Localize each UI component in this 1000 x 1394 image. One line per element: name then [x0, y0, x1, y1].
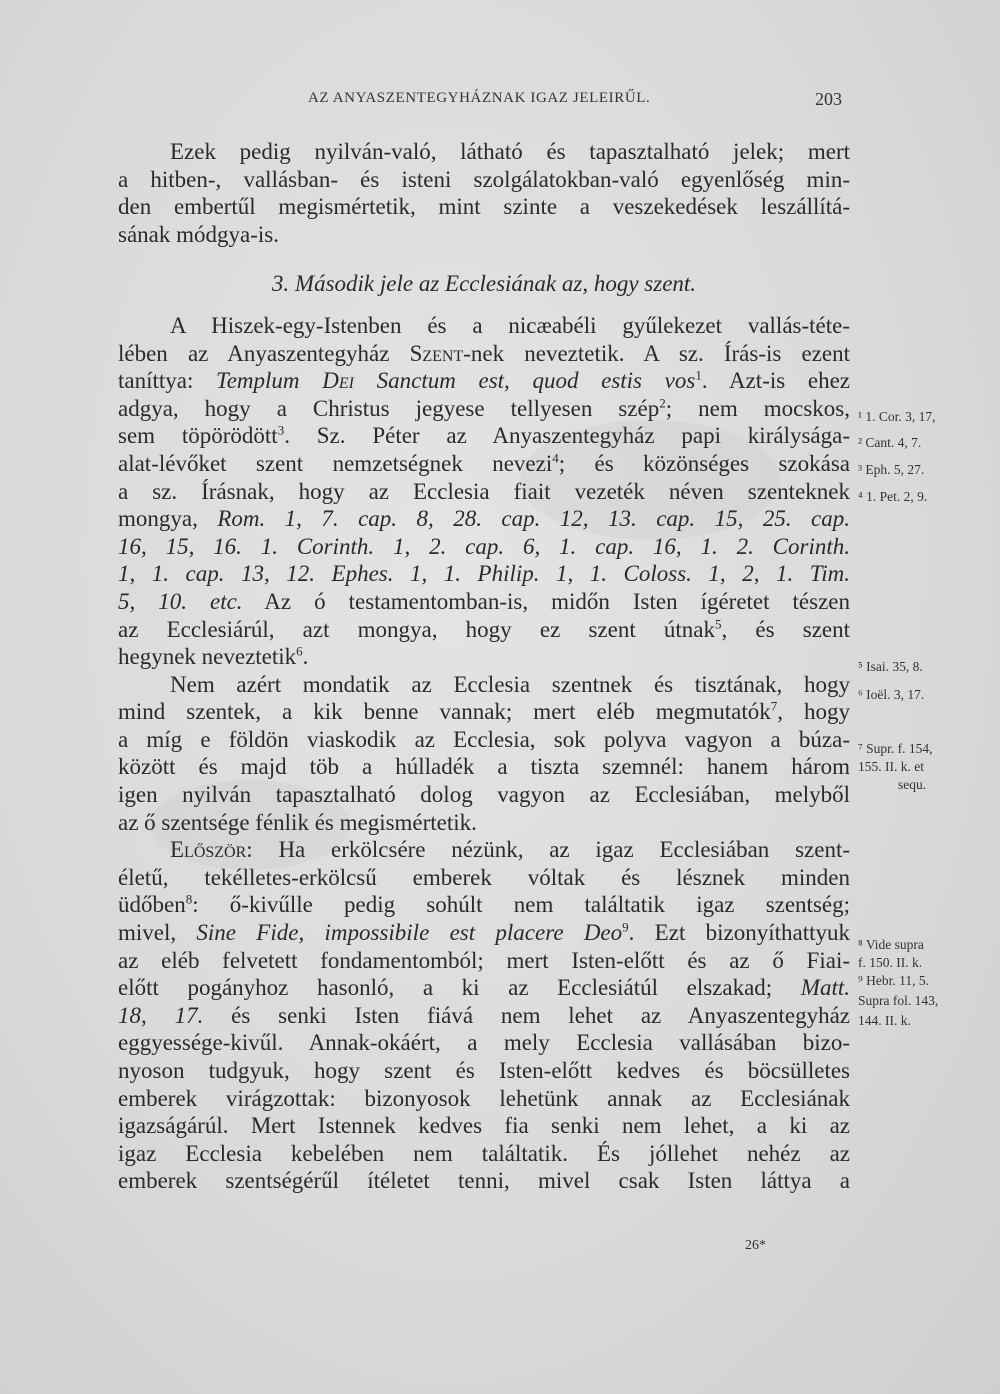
paragraph	[118, 836, 850, 1195]
text-line: sának módgya-is.	[118, 221, 279, 247]
margin-note: 155. II. k. et	[858, 759, 924, 774]
text-line: a hitben-, vallásban- és isteni szolgálatokban-való egyenlőség min-	[118, 166, 850, 192]
paragraph	[118, 138, 850, 248]
text-line: hegynek neveztetik$^6$.	[118, 643, 309, 670]
text-line: A Hiszek-egy-Istenben és a nicæabéli gyűlekezet vallás-téte-	[170, 312, 850, 338]
text-line: az Ecclesiárúl, azt mongya, hogy ez szent útnak$^5$, és szent	[118, 615, 850, 642]
margin-note: ⁷ Supr. f. 154,	[858, 741, 933, 756]
text-line: az eléb felvetett fondamentomból; mert Isten-előtt és az ő Fiai-	[118, 947, 850, 973]
text-line: alat-lévőket szent nemzetségnek nevezi$^4$; és közönséges szokása	[118, 450, 850, 476]
text-line: lében az Anyaszentegyház Szent-nek neveztetik. A sz. Írás-is ezent	[118, 340, 850, 366]
text-line: igazságárúl. Mert Istennek kedves fia senki nem lehet, a ki az	[118, 1113, 850, 1139]
section-heading: 3. Második jele az Ecclesiának az, hogy szent.	[271, 271, 697, 297]
footnote-ref[interactable]: 3	[277, 422, 285, 438]
footnote-ref[interactable]: 7	[770, 698, 778, 714]
text-line: az ő szentsége fénlik és megismértetik.	[118, 809, 477, 835]
margin-note: ⁶ Ioël. 3, 17.	[858, 687, 925, 702]
margin-note: ⁸ Vide supra	[858, 937, 924, 952]
text-line: között és majd töb a húlladék a tiszta szemnél: hanem három	[118, 754, 850, 780]
text-line: mind szentek, a kik benne vannak; mert eléb megmutatók$^7$, hogy	[118, 698, 850, 725]
text-line: adgya, hogy a Christus jegyese tellyesen szép$^2$; nem mocskos,	[118, 395, 851, 421]
text-line: igaz Ecclesia kebelében nem találtatik. És jóllehet nehéz az	[118, 1140, 850, 1166]
margin-note: ³ Eph. 5, 27.	[858, 462, 925, 477]
text-line: mivel, Sine Fide, impossibile est placere Deo$^9$. Ezt bizonyíthattyuk	[118, 919, 850, 946]
signature-mark: 26*	[745, 1238, 766, 1253]
text-line: Először: Ha erkölcsére nézünk, az igaz Ecclesiában szent-	[170, 837, 850, 863]
margin-note: ² Cant. 4, 7.	[858, 435, 922, 450]
margin-note: f. 150. II. k.	[858, 955, 923, 970]
text-line: nyoson tudgyuk, hogy szent és Isten-előtt kedves és böcsülletes	[118, 1058, 850, 1083]
footnote-ref[interactable]: 2	[659, 395, 666, 411]
text-line: előtt pogányhoz hasonló, a ki az Ecclesiátúl elszakad; Matt.	[118, 975, 850, 1001]
text-line: 16, 15, 16. 1. Corinth. 1, 2. cap. 6, 1. cap. 16, 1. 2. Corinth.	[118, 533, 850, 559]
text-line: taníttya: Templum Dei Sanctum est, quod estis vos$^1$. Azt-is ehez	[118, 367, 850, 394]
footnote-ref[interactable]: 1	[695, 367, 702, 383]
text-line: Ezek pedig nyilván-való, látható és tapasztalható jelek; mert	[170, 139, 850, 164]
margin-note: ¹ 1. Cor. 3, 17,	[858, 409, 936, 424]
running-head: AZ ANYASZENTEGYHÁZNAK IGAZ JELEIRŰL.	[308, 90, 651, 106]
text-line: a sz. Írásnak, hogy az Ecclesia fiait vezeték néven szenteknek	[118, 478, 850, 504]
text-line: Nem azért mondatik az Ecclesia szentnek és tisztának, hogy	[170, 671, 850, 697]
text-line: 18, 17. és senki Isten fiává nem lehet az Anyaszentegyház	[118, 1002, 851, 1028]
margin-note: ⁵ Isai. 35, 8.	[858, 659, 923, 674]
text-line: den embertűl megismértetik, mint szinte a veszekedések leszállítá-	[118, 194, 850, 220]
text-line: emberek szentségérűl ítéletet tenni, mivel csak Isten láttya a	[118, 1168, 850, 1194]
text-line: eggyessége-kivűl. Annak-okáért, a mely Ecclesia vallásában bizo-	[118, 1030, 850, 1056]
text-line: üdőben$^8$: ő-kivűlle pedig sohúlt nem találtatik igaz szentség;	[118, 891, 850, 918]
margin-note: ⁹ Hebr. 11, 5.	[858, 973, 929, 988]
text-line: életű, tekélletes-erkölcsű emberek vóltak és lésznek minden	[118, 864, 850, 890]
text-line: a míg e földön viaskodik az Ecclesia, sok polyva vagyon a búza-	[118, 726, 850, 752]
page-number: 203	[815, 89, 842, 109]
text-line: 1, 1. cap. 13, 12. Ephes. 1, 1. Philip. 1, 1. Coloss. 1, 2, 1. Tim.	[118, 561, 850, 587]
body-text	[118, 138, 850, 1195]
paragraph	[118, 312, 850, 671]
text-line: emberek virágzottak: bizonyosok lehetünk annak az Ecclesiának	[118, 1085, 850, 1111]
text-line: 5, 10. etc. Az ó testamentomban-is, midőn Isten ígéretet tészen	[118, 588, 850, 614]
footnote-ref[interactable]: 8	[185, 891, 193, 907]
margin-note: ⁴ 1. Pet. 2, 9.	[858, 489, 928, 504]
footnote-ref[interactable]: 5	[714, 615, 722, 631]
margin-note: sequ.	[898, 777, 927, 792]
footnote-ref[interactable]: 6	[296, 643, 303, 659]
text-line: igen nyilván tapasztalható dolog vagyon az Ecclesiában, melyből	[118, 782, 850, 808]
margin-note: Supra fol. 143,	[858, 993, 939, 1008]
text-line: mongya, Rom. 1, 7. cap. 8, 28. cap. 12, 13. cap. 15, 25. cap.	[118, 506, 850, 532]
text-line: sem töpörödött$^3$. Sz. Péter az Anyaszentegyház papi királysága-	[118, 422, 850, 449]
footnote-ref[interactable]: 4	[552, 450, 559, 466]
paragraph	[118, 671, 850, 837]
margin-note: 144. II. k.	[858, 1013, 911, 1028]
footnote-ref[interactable]: 9	[622, 919, 629, 935]
